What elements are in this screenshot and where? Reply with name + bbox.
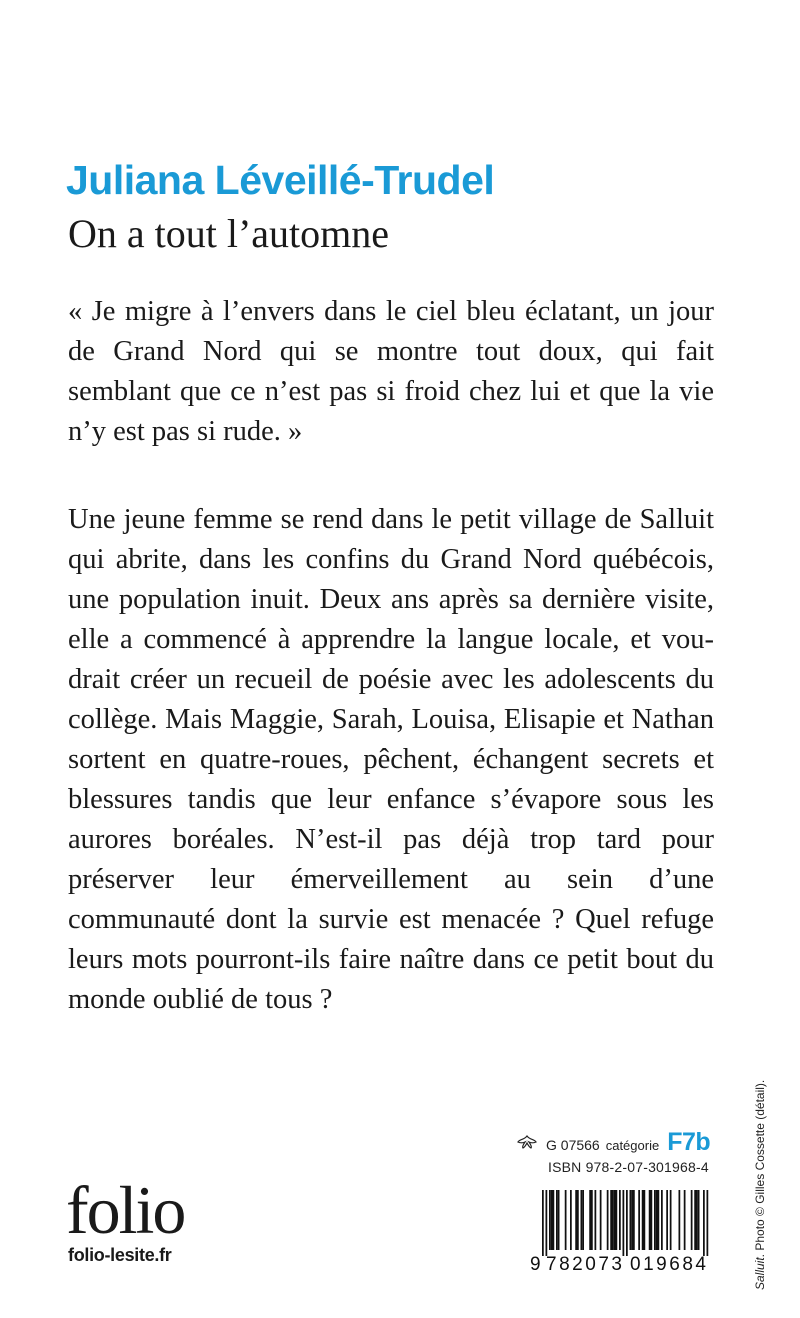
barcode-bar [542,1190,544,1256]
barcode-bar [549,1190,551,1250]
barcode-bar [589,1190,591,1250]
barcode-bar [607,1190,609,1250]
barcode-bar [707,1190,709,1256]
barcode-bar [553,1190,555,1250]
barcode-bar [703,1190,705,1256]
author-name: Juliana Léveillé-Trudel [66,157,495,203]
photo-title: Salluit [753,1257,767,1290]
barcode-bar [696,1190,698,1250]
barcode-bar [656,1190,658,1250]
barcode-bar [642,1190,644,1250]
barcode-bar [698,1190,700,1250]
book-summary: Une jeune femme se rend dans le petit village de Salluit qui abrite, dans les confins du Grand Nord québécois, une population inuit. Deux ans après sa dernière visite, elle a commencé à apprendre la langue locale, et voudrait créer un recueil de poésie avec les adolescents du collège. Mais Maggie, Sarah, Louisa, Elisapie et Nathan sortent en quatre-roues, pêchent, échangent secrets et blessures tandis que leur enfance s’évapore sous les aurores boréales. N’est-il pas déjà trop tard pour préserver leur émerveillement au sein d’une communauté dont la survie est menacée ? Quel refuge leurs mots pourront-ils faire naître dans ce petit bout du monde oublié de tous ? [68,504,714,1015]
barcode-bar [658,1190,660,1250]
publisher-website[interactable]: folio-lesite.fr [68,1245,172,1265]
barcode-bar [679,1190,681,1250]
barcode-bar [670,1190,672,1250]
barcode-bar [684,1190,686,1250]
barcode-bar [649,1190,651,1250]
barcode-bar [610,1190,612,1250]
barcode-bar [691,1190,693,1250]
barcode-bar [619,1190,621,1250]
fleuron-icon [516,1134,538,1153]
barcode-bar [595,1190,597,1250]
barcode-bar [694,1190,696,1250]
barcode-bar [644,1190,646,1250]
barcode-bar [614,1190,616,1250]
barcode-bar [577,1190,579,1250]
category-code: F7b [667,1128,711,1156]
barcode-bar [558,1190,560,1250]
barcode-bar [551,1190,553,1250]
barcode-bar [546,1190,548,1256]
barcode-bar [631,1190,633,1250]
barcode-bar [630,1190,632,1250]
codes-block [516,1128,716,1175]
barcode-bar [581,1190,583,1250]
barcode-bar [591,1190,593,1250]
barcode-bar [556,1190,558,1250]
barcode-first-digit: 9 [530,1254,541,1274]
barcode-bar [661,1190,663,1250]
barcode-bar [616,1190,618,1250]
photo-credit [752,1050,768,1290]
publisher-logo: folio [66,1172,185,1248]
barcode-bar [633,1190,635,1250]
barcode-bar [623,1190,625,1256]
barcode-bar [570,1190,572,1250]
barcode-bar [575,1190,577,1250]
excerpt-quote: « Je migre à l’envers dans le ciel bleu éclatant, un jour de Grand Nord qui se montre tout doux, qui fait semblant que ce n’est pas si froid chez lui et que la vie n’y est pas si rude. » [68,296,714,447]
barcode-bar [582,1190,584,1250]
isbn: ISBN 978-2-07-301968-4 [548,1159,709,1175]
photo-credit-text: . Photo © Gilles Cossette (détail). [753,1079,767,1258]
barcode-left-digits: 782073 [546,1254,622,1274]
category-row [516,1128,716,1156]
category-label: catégorie [605,1138,660,1153]
g-code: G 07566 [546,1137,600,1153]
barcode-bar [600,1190,602,1250]
barcode-bar [666,1190,668,1250]
barcode-bar [654,1190,656,1250]
barcode-right-digits: 019684 [630,1254,706,1274]
book-title: On a tout l’automne [68,211,390,256]
barcode-bars [542,1190,708,1256]
barcode-bar [638,1190,640,1250]
barcode-bar [626,1190,628,1256]
barcode-bar [612,1190,614,1250]
ean-barcode [528,1190,716,1274]
barcode-bar [565,1190,567,1250]
barcode-bar [651,1190,653,1250]
